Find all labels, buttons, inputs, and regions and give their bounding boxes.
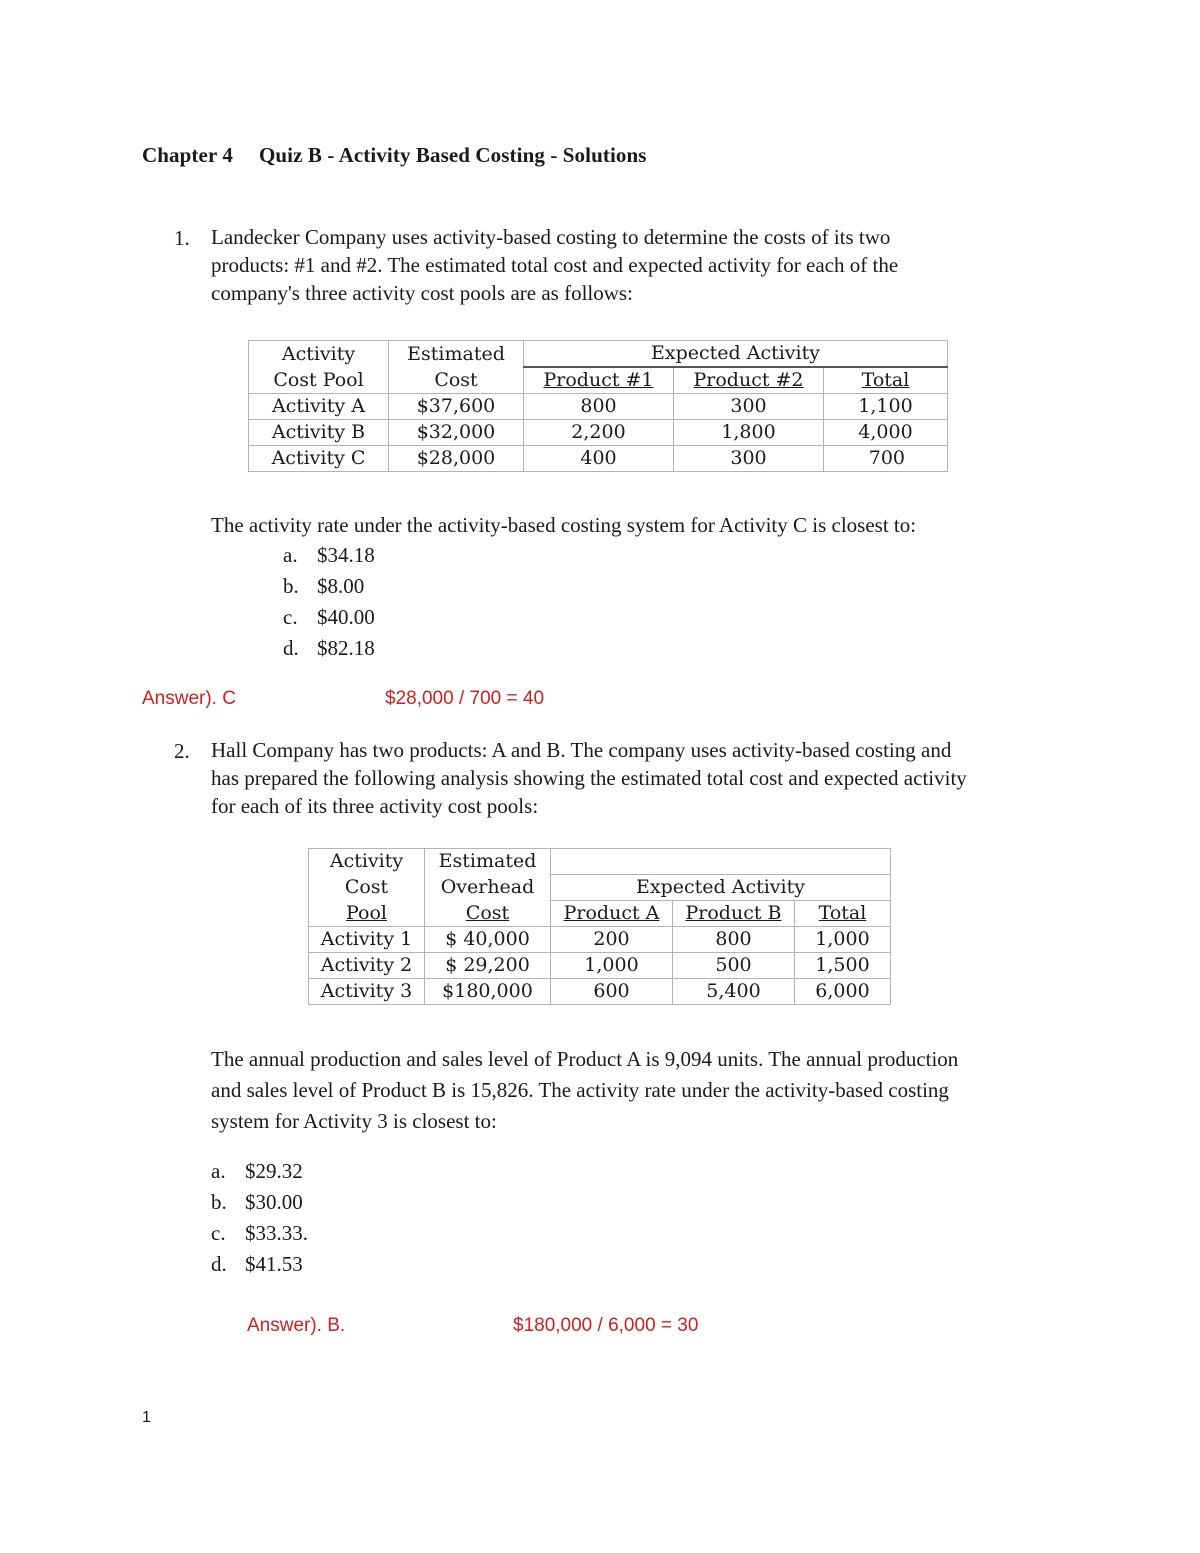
cell: 200: [551, 927, 673, 953]
q1-option-c: c. $40.00: [283, 605, 375, 629]
q2-number: 2.: [174, 739, 190, 763]
cell: 1,000: [795, 927, 891, 953]
cell: 1,100: [824, 394, 948, 420]
cell: $ 40,000: [425, 927, 551, 953]
cell: 6,000: [795, 979, 891, 1005]
table-row: [309, 953, 891, 979]
q2-header-expected: Expected Activity: [551, 875, 891, 901]
cell: Activity A: [249, 394, 389, 420]
cell: 1,800: [674, 420, 824, 446]
cell: Activity 1: [309, 927, 425, 953]
q1-text: [211, 223, 898, 307]
q1-header-cell: Cost: [389, 367, 524, 394]
q2-line: Hall Company has two products: A and B. The company uses activity-based costing and: [211, 738, 952, 762]
q1-table: [248, 340, 948, 472]
q1-line: products: #1 and #2. The estimated total cost and expected activity for each of the: [211, 253, 899, 277]
q2-text: [211, 736, 967, 820]
cell: 700: [824, 446, 948, 472]
q1-header-cell: Activity: [249, 341, 389, 368]
q2-line: for each of its three activity cost pools:: [211, 794, 539, 818]
q2-option-b: b. $30.00: [211, 1190, 303, 1214]
chapter-label: Chapter 4: [142, 143, 233, 167]
q2-question: [211, 1044, 958, 1137]
q1-header-cell: Total: [824, 367, 948, 394]
q2-option-a: a. $29.32: [211, 1159, 303, 1183]
q2-question-line: The annual production and sales level of Product A is 9,094 units. The annual production: [211, 1047, 959, 1071]
cell: 500: [673, 953, 795, 979]
table-row: [249, 394, 948, 420]
q2-header-cell: Product A: [551, 901, 673, 927]
q2-header-cell: Total: [795, 901, 891, 927]
q2-answer-calc: $180,000 / 6,000 = 30: [513, 1315, 699, 1336]
page-title: [142, 143, 647, 168]
cell: 2,200: [524, 420, 674, 446]
q1-line: Landecker Company uses activity-based costing to determine the costs of its two: [211, 225, 891, 249]
q2-header-cell: Overhead: [425, 875, 551, 901]
q1-line: company's three activity cost pools are as follows:: [211, 281, 633, 305]
q2-header-cell: Cost: [309, 875, 425, 901]
q2-option-c: c. $33.33.: [211, 1221, 308, 1245]
q2-header-cell: Activity: [309, 849, 425, 875]
cell: 300: [674, 446, 824, 472]
q1-number: 1.: [174, 226, 190, 250]
table-row: [249, 420, 948, 446]
cell: $28,000: [389, 446, 524, 472]
q1-option-a: a. $34.18: [283, 543, 375, 567]
q1-header-cell: Product #1: [524, 367, 674, 394]
q1-header-cell: Estimated: [389, 341, 524, 368]
q2-table: [308, 848, 891, 1005]
q2-question-line: and sales level of Product B is 15,826. The activity rate under the activity-based costing: [211, 1078, 949, 1102]
cell: 600: [551, 979, 673, 1005]
q2-header-cell: Pool: [309, 901, 425, 927]
q1-header-cell: Cost Pool: [249, 367, 389, 394]
table-row: [309, 979, 891, 1005]
q1-option-d: d. $82.18: [283, 636, 375, 660]
quiz-title: Quiz B - Activity Based Costing - Solutions: [258, 143, 647, 167]
q2-header-blank: [551, 849, 891, 875]
q1-header-cell: Product #2: [674, 367, 824, 394]
q1-header-expected: Expected Activity: [524, 341, 948, 368]
cell: $32,000: [389, 420, 524, 446]
cell: Activity C: [249, 446, 389, 472]
cell: Activity 3: [309, 979, 425, 1005]
cell: $ 29,200: [425, 953, 551, 979]
q2-header-cell: Estimated: [425, 849, 551, 875]
cell: Activity B: [249, 420, 389, 446]
q2-answer-label: Answer). B.: [247, 1315, 346, 1336]
q2-line: has prepared the following analysis showing the estimated total cost and expected activity: [211, 766, 967, 790]
table-row: [249, 446, 948, 472]
cell: Activity 2: [309, 953, 425, 979]
cell: 5,400: [673, 979, 795, 1005]
cell: $180,000: [425, 979, 551, 1005]
q1-answer-label: Answer). C: [142, 688, 236, 709]
cell: 400: [524, 446, 674, 472]
q2-header-cell: Cost: [425, 901, 551, 927]
q1-question: The activity rate under the activity-based costing system for Activity C is closest to:: [211, 513, 917, 537]
q1-answer-calc: $28,000 / 700 = 40: [385, 688, 545, 709]
q2-question-line: system for Activity 3 is closest to:: [211, 1109, 497, 1133]
cell: $37,600: [389, 394, 524, 420]
q1-option-b: b. $8.00: [283, 574, 365, 598]
cell: 800: [524, 394, 674, 420]
page-number: 1: [142, 1409, 151, 1426]
cell: 4,000: [824, 420, 948, 446]
cell: 800: [673, 927, 795, 953]
cell: 1,500: [795, 953, 891, 979]
cell: 300: [674, 394, 824, 420]
table-row: [309, 927, 891, 953]
q2-header-cell: Product B: [673, 901, 795, 927]
q2-option-d: d. $41.53: [211, 1252, 303, 1276]
cell: 1,000: [551, 953, 673, 979]
